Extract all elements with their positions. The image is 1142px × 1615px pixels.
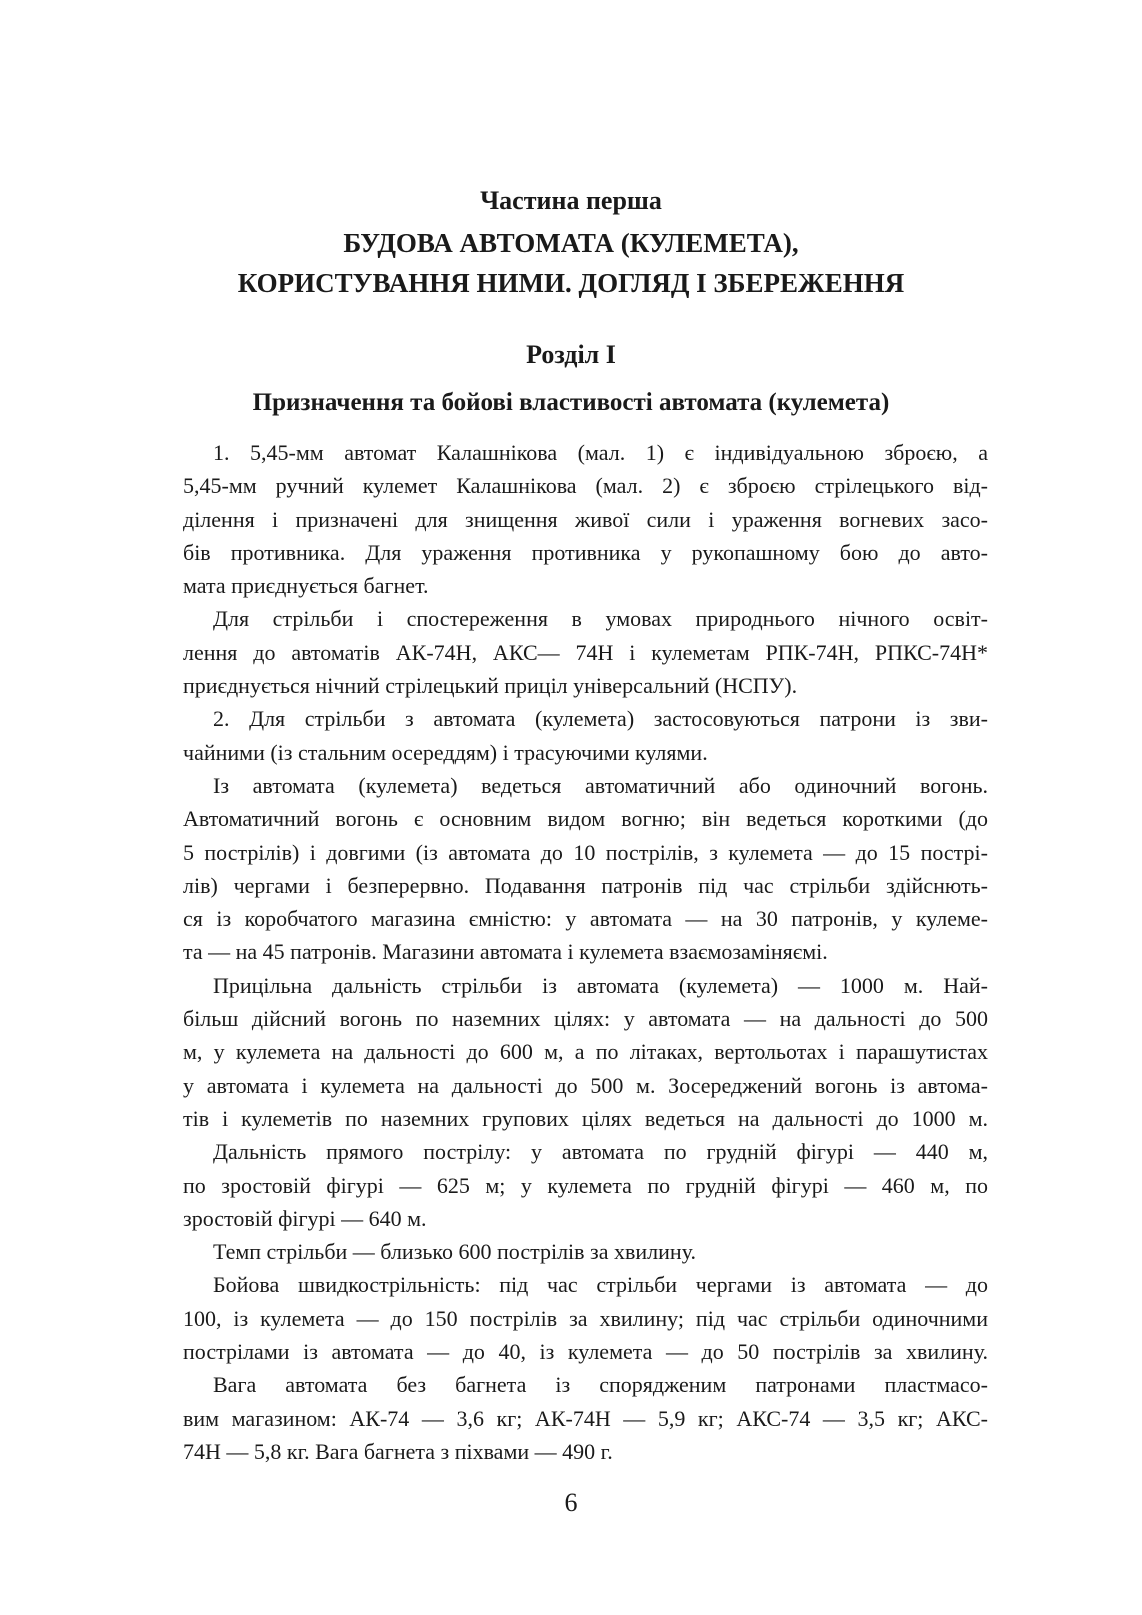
section-title: Розділ I [526,340,616,369]
page-number: 6 [564,1488,578,1517]
text-line: лення до автоматів АК-74Н, АКС— 74Н і кулеметам РПК-74Н, РПКС-74Н* [183,639,988,665]
text-line: приєднується нічний стрілецький приціл універсальний (НСПУ). [183,673,798,699]
paragraph [183,969,988,1135]
paragraph [183,436,988,602]
text-line: 5,45-мм ручний кулемет Калашнікова (мал. 2) є зброєю стрілецького від- [183,473,988,499]
body-text [183,436,988,1468]
text-line: зростовій фігурі — 640 м. [183,1205,427,1231]
paragraph [183,769,988,969]
text-line: Автоматичний вогонь є основним видом вогню; він ведеться короткими (до [183,806,988,832]
text-line: чайними (із стальним осереддям) і трасуючими кулями. [183,739,708,765]
part-title: Частина перша [480,186,662,215]
paragraph [183,1235,988,1268]
text-line: у автомата і кулемета на дальності до 500 м. Зосереджений вогонь із автома- [183,1072,988,1098]
text-line: та — на 45 патронів. Магазини автомата і кулемета взаємозаміняємі. [183,939,828,965]
text-line: більш дійсний вогонь по наземних цілях: у автомата — на дальності до 500 [183,1006,988,1032]
text-line: тів і кулеметів по наземних групових цілях ведеться на дальності до 1000 м. [183,1105,988,1131]
text-line: 74Н — 5,8 кг. Вага багнета з піхвами — 490 г. [183,1438,613,1464]
text-line: Вага автомата без багнета із спорядженим патронами пластмасо- [213,1372,988,1398]
paragraph [183,1135,988,1235]
text-line: лів) чергами і безперервно. Подавання патронів під час стрільби здійснють- [183,872,988,898]
text-line: 1. 5,45-мм автомат Калашнікова (мал. 1) є індивідуальною зброєю, а [213,440,988,465]
text-line: Прицільна дальність стрільби із автомата (кулемета) — 1000 м. Най- [213,972,988,998]
text-line: Бойова швидкострільність: під час стрільби чергами із автомата — до [213,1272,988,1298]
paragraph [183,702,988,769]
text-line: 100, із кулемета — до 150 пострілів за хвилину; під час стрільби одиночними [183,1305,988,1331]
text-line: вим магазином: АК-74 — 3,6 кг; АК-74Н — 5,9 кг; АКС-74 — 3,5 кг; АКС- [183,1405,988,1431]
section-subtitle: Призначення та бойові властивості автомата (кулемета) [252,389,890,416]
text-line: Темп стрільби — близько 600 пострілів за хвилину. [213,1239,696,1265]
text-line: ділення і призначені для знищення живої сили і ураження вогневих засо- [183,506,988,532]
text-line: бів противника. Для ураження противника у рукопашному бою до авто- [183,539,988,565]
text-line: Для стрільби і спостереження в умовах природнього нічного освіт- [213,606,988,632]
text-line: Із автомата (кулемета) ведеться автоматичний або одиночний вогонь. [213,772,988,798]
main-title-line-1: БУДОВА АВТОМАТА (КУЛЕМЕТА), [343,228,799,258]
text-line: по зростовій фігурі — 625 м; у кулемета по грудній фігурі — 460 м, по [183,1172,988,1198]
text-line: 5 пострілів) і довгими (із автомата до 10 пострілів, з кулемета — до 15 пострі- [183,839,988,865]
paragraph [183,1268,988,1368]
text-line: мата приєднується багнет. [183,573,429,599]
text-line: м, у кулемета на дальності до 600 м, а по літаках, вертольотах і парашутистах [183,1039,988,1065]
text-line: пострілами із автомата — до 40, із кулемета — до 50 пострілів за хвилину. [183,1339,988,1365]
main-title-line-2: КОРИСТУВАННЯ НИМИ. ДОГЛЯД І ЗБЕРЕЖЕННЯ [237,268,905,298]
text-line: Дальність прямого пострілу: у автомата по грудній фігурі — 440 м, [213,1139,988,1165]
text-line: 2. Для стрільби з автомата (кулемета) застосовуються патрони із зви- [213,706,988,732]
paragraph [183,602,988,702]
paragraph [183,1368,988,1468]
text-line: ся із коробчатого магазина ємністю: у автомата — на 30 патронів, у кулеме- [183,906,988,932]
